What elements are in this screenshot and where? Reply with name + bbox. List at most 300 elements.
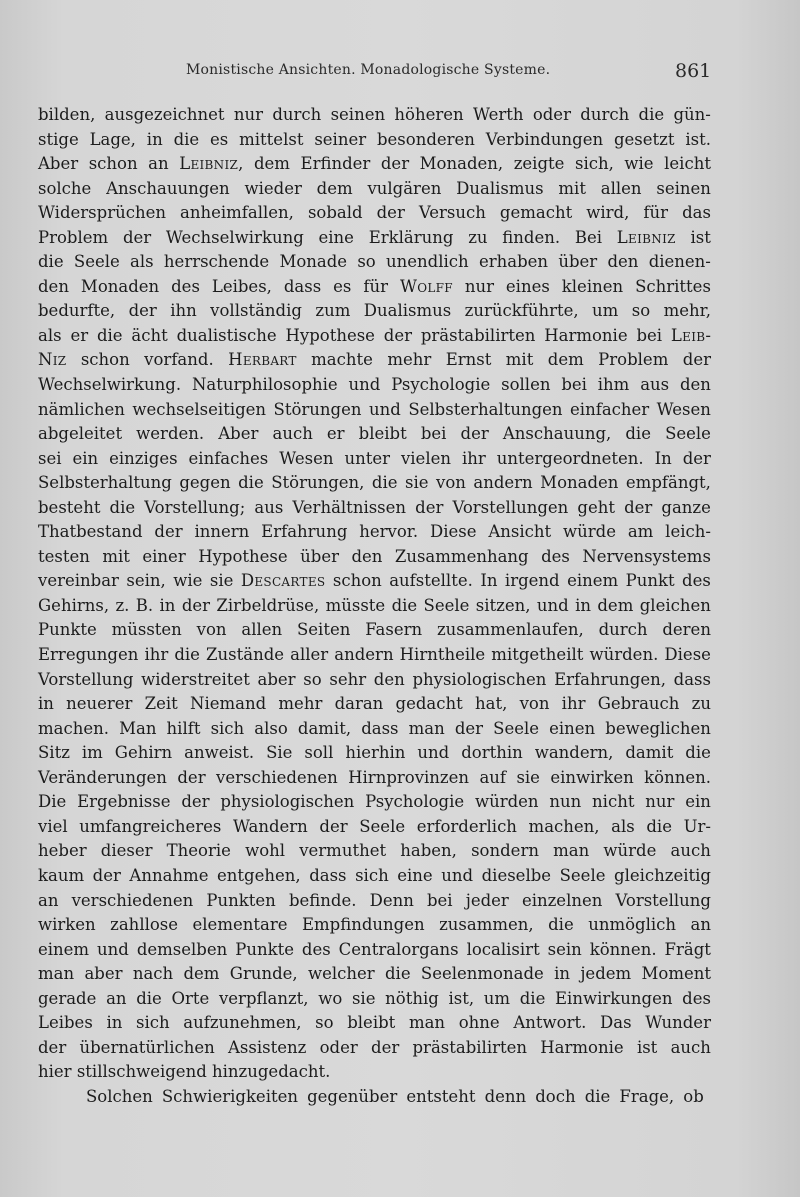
- word: für: [643, 203, 669, 223]
- word: als: [611, 816, 635, 836]
- word: unendlich: [386, 252, 469, 272]
- word: ihm: [597, 375, 630, 395]
- word: Problem: [598, 350, 669, 370]
- word: zum: [315, 301, 351, 321]
- word: stillschweigend: [76, 1062, 207, 1082]
- word: sollen: [501, 375, 551, 395]
- text-line: [38, 545, 711, 570]
- word: Psychologie: [391, 375, 491, 395]
- word: seinen: [656, 178, 711, 198]
- word: Anschauung,: [502, 424, 612, 444]
- word: als: [130, 252, 154, 272]
- word: einfaches: [188, 448, 269, 468]
- word: leicht: [664, 154, 711, 174]
- word: Punkte: [235, 939, 294, 959]
- word: wandern,: [534, 743, 614, 763]
- word: dem: [547, 350, 584, 370]
- word: einfacher: [570, 399, 650, 419]
- small-caps-name: Herbart: [228, 350, 297, 370]
- word: Wesen: [656, 399, 711, 419]
- word: Assistenz: [228, 1037, 307, 1057]
- word: höheren: [394, 105, 464, 124]
- word: wie: [624, 154, 654, 174]
- word: damit,: [297, 718, 352, 738]
- word: widerstreitet: [141, 669, 250, 689]
- word: Leibes,: [211, 276, 272, 296]
- text-line: [38, 1085, 711, 1110]
- word: Nervensystems: [582, 546, 711, 566]
- word: dem: [597, 595, 634, 615]
- text-line: [38, 226, 711, 251]
- word: den: [679, 375, 711, 395]
- word: einwirken: [550, 767, 634, 787]
- word: an: [38, 890, 59, 910]
- text-line: [38, 717, 711, 742]
- word: jeder: [465, 890, 509, 910]
- word: Sitz: [38, 743, 70, 763]
- word: Zirbeldrüse,: [216, 595, 320, 615]
- word: auch: [670, 841, 711, 861]
- word: bilden,: [38, 105, 96, 124]
- word: der: [181, 792, 210, 812]
- word: ein: [685, 792, 711, 812]
- word: Verbindungen: [485, 129, 604, 149]
- word: bleibt: [358, 424, 407, 444]
- word: Aber: [218, 424, 259, 444]
- word: Veränderungen: [38, 767, 167, 787]
- text-line: [38, 618, 711, 643]
- word: nach: [132, 964, 174, 984]
- word: ist: [690, 227, 711, 247]
- word: einem: [567, 571, 619, 591]
- word: Frage,: [619, 1086, 675, 1106]
- word: würden: [474, 792, 539, 812]
- word: prästabilirten: [420, 325, 536, 345]
- word: die: [391, 595, 418, 615]
- word: damit: [625, 743, 674, 763]
- word: ohne: [458, 1013, 500, 1033]
- text-line: [38, 103, 711, 128]
- word: auch: [272, 424, 313, 444]
- text-line: [38, 938, 711, 963]
- word: Zeit: [144, 694, 178, 714]
- word: Verhältnissen: [292, 497, 407, 517]
- word: zu: [468, 227, 488, 247]
- word: finden.: [502, 227, 561, 247]
- word: leich-: [665, 522, 711, 542]
- word: dass: [673, 669, 711, 689]
- word: zahllose: [110, 915, 179, 935]
- word: Wandern: [232, 816, 308, 836]
- word: nämlichen: [38, 399, 125, 419]
- word: eine: [397, 865, 433, 885]
- word: die: [384, 964, 411, 984]
- word: müssten: [111, 620, 182, 640]
- text-line: [38, 864, 711, 889]
- word: nun: [549, 792, 582, 812]
- word: auch: [670, 1037, 711, 1057]
- word: die: [685, 743, 711, 763]
- word: man: [38, 964, 75, 984]
- word: Seele: [73, 252, 120, 272]
- word: aller: [290, 645, 329, 665]
- word: localisirt: [466, 939, 540, 959]
- word: aufzunehmen,: [183, 1013, 302, 1033]
- word: eines: [505, 276, 550, 296]
- word: der: [454, 718, 484, 738]
- word: Gehirns,: [38, 595, 110, 615]
- word: bedurfte,: [38, 301, 116, 321]
- word: sie: [209, 571, 234, 591]
- word: Harmonie: [544, 325, 628, 345]
- word: Solchen: [86, 1086, 153, 1106]
- word: [228, 348, 297, 373]
- word: Leibniz,: [179, 152, 243, 177]
- word: am: [627, 522, 654, 542]
- word: Punkten: [206, 890, 276, 910]
- word: die: [173, 129, 200, 149]
- word: Wechselwirkung: [165, 227, 304, 247]
- word: sie: [351, 988, 376, 1008]
- word: dass: [283, 276, 322, 296]
- word: würde: [563, 522, 616, 542]
- word: von: [519, 694, 550, 714]
- word: schon: [80, 350, 130, 370]
- word: einer: [142, 546, 186, 566]
- word: der: [383, 325, 413, 345]
- word: Hirnprovinzen: [348, 767, 470, 787]
- word: mehr: [278, 694, 323, 714]
- word: sei: [38, 448, 62, 468]
- word: andern: [334, 645, 394, 665]
- word: es: [333, 276, 352, 296]
- word: des: [682, 988, 711, 1008]
- word: [617, 226, 676, 251]
- word: Die: [38, 792, 67, 812]
- word: irgend: [504, 571, 560, 591]
- text-line: [38, 250, 711, 275]
- word: gleichen: [639, 595, 711, 615]
- word: stige: [38, 129, 79, 149]
- word: nöthig: [385, 988, 439, 1008]
- word: viel: [38, 816, 68, 836]
- word: den: [373, 669, 405, 689]
- word: Aber: [38, 154, 79, 174]
- word: erforderlich: [416, 816, 517, 836]
- word: dieser: [100, 841, 153, 861]
- word: Sie: [266, 743, 293, 763]
- word: werden.: [136, 424, 205, 444]
- word: Vorstellung;: [144, 497, 246, 517]
- word: beweglichen: [605, 718, 711, 738]
- word: doch: [535, 1086, 576, 1106]
- small-caps-name: Niz: [38, 350, 67, 370]
- word: wo: [318, 988, 343, 1008]
- word: sich,: [574, 154, 614, 174]
- word: die: [625, 424, 651, 444]
- word: der: [122, 227, 152, 247]
- word: gün-: [673, 105, 711, 124]
- word: jedem: [580, 964, 632, 984]
- word: des: [171, 276, 200, 296]
- word: Problem: [38, 227, 109, 247]
- word: einem: [38, 939, 90, 959]
- word: zusammenlaufen,: [436, 620, 584, 640]
- word: Seele: [665, 424, 711, 444]
- word: den: [351, 546, 383, 566]
- word: nur: [645, 792, 675, 812]
- word: dem: [253, 154, 290, 174]
- text-line: [38, 1036, 711, 1061]
- word: Dualismus: [456, 178, 544, 198]
- text-line: [38, 471, 711, 496]
- word: Niemand: [190, 694, 267, 714]
- word: dem: [316, 178, 353, 198]
- word: allen: [600, 178, 642, 198]
- word: dem: [183, 964, 220, 984]
- word: der: [376, 203, 405, 223]
- text-line: [38, 398, 711, 423]
- word: die: [548, 915, 574, 935]
- word: anheimfallen,: [180, 203, 294, 223]
- word: Theorie: [166, 841, 231, 861]
- word: Erregungen: [38, 645, 139, 665]
- word: gegen: [179, 473, 231, 493]
- word: von: [436, 473, 466, 493]
- word: einen: [549, 718, 596, 738]
- word: Antwort.: [513, 1013, 587, 1033]
- word: mit: [505, 350, 534, 370]
- word: durch: [598, 620, 648, 640]
- word: man: [408, 1013, 446, 1033]
- word: durch: [580, 105, 630, 124]
- word: gesetzt: [613, 129, 675, 149]
- word: ausgezeichnet: [104, 105, 225, 124]
- word: Wesen: [279, 448, 334, 468]
- word: seiner: [314, 129, 367, 149]
- word: Punkt: [625, 571, 675, 591]
- word: andern: [473, 473, 533, 493]
- word: bei: [426, 890, 453, 910]
- word: die: [646, 816, 672, 836]
- word: Man: [119, 718, 157, 738]
- word: Diese: [664, 645, 711, 665]
- small-caps-name: Leibniz: [179, 154, 239, 174]
- word: kleinen: [561, 276, 624, 296]
- word: sobald: [307, 203, 363, 223]
- word: hier: [38, 1062, 72, 1082]
- word: zu: [691, 694, 711, 714]
- word: können.: [589, 939, 657, 959]
- word: herrschende: [163, 252, 270, 272]
- word: Ansicht: [488, 522, 552, 542]
- word: Monaden: [80, 276, 160, 296]
- word: Seele: [493, 718, 540, 738]
- word: sein: [547, 939, 582, 959]
- word: Seiten: [296, 620, 351, 640]
- word: nur: [233, 105, 263, 124]
- word: an: [148, 154, 169, 174]
- word: unmöglich: [588, 915, 677, 935]
- small-caps-name: Descartes: [240, 571, 326, 591]
- word: die: [174, 645, 200, 665]
- text-line: [38, 1060, 711, 1085]
- word: Vorstellungen: [452, 497, 569, 517]
- word: sondern: [471, 841, 539, 861]
- word: über: [558, 252, 598, 272]
- word: ganze: [661, 497, 711, 517]
- small-caps-name: Wolff: [399, 276, 453, 296]
- word: so: [631, 301, 651, 321]
- word: über: [300, 546, 339, 566]
- word: welcher: [307, 964, 375, 984]
- word: Gebrauch: [597, 694, 680, 714]
- word: von: [196, 620, 227, 640]
- word: sein,: [126, 571, 166, 591]
- word: ihn: [170, 301, 197, 321]
- word: als: [38, 325, 62, 345]
- word: in: [554, 964, 570, 984]
- text-line: [38, 1011, 711, 1036]
- word: Empfindungen: [301, 915, 425, 935]
- word: Erklärung: [368, 227, 454, 247]
- word: Werth: [472, 105, 524, 124]
- word: dieselbe: [481, 865, 552, 885]
- word: Lage,: [89, 129, 136, 149]
- word: müsste: [325, 595, 386, 615]
- word: testen: [38, 546, 90, 566]
- word: Dualismus: [363, 301, 452, 321]
- word: erhaben: [478, 252, 549, 272]
- word: würde: [603, 841, 657, 861]
- word: nicht: [592, 792, 635, 812]
- word: der: [460, 424, 489, 444]
- word: denn: [484, 1086, 527, 1106]
- word: gleichzeitig: [614, 865, 711, 885]
- word: dorthin: [461, 743, 523, 763]
- text-line: [38, 447, 711, 472]
- word: mehr,: [663, 301, 711, 321]
- text-line: [38, 348, 711, 373]
- word: daran: [334, 694, 384, 714]
- word: soll: [304, 743, 334, 763]
- word: In: [480, 571, 498, 591]
- word: Frägt: [664, 939, 711, 959]
- text-line: [38, 152, 711, 177]
- word: bei: [561, 375, 587, 395]
- word: ein: [72, 448, 99, 468]
- word: neuerer: [66, 694, 133, 714]
- word: der: [415, 497, 444, 517]
- word: mittelst: [239, 129, 304, 149]
- word: Störungen: [273, 399, 362, 419]
- word: vielen: [400, 448, 451, 468]
- word: hierhin: [345, 743, 406, 763]
- word: empfängt,: [625, 473, 711, 493]
- word: Widersprüchen: [38, 203, 166, 223]
- word: sich: [210, 718, 245, 738]
- word: würden.: [589, 645, 659, 665]
- word: Ernst: [445, 350, 492, 370]
- word: ihr: [144, 645, 169, 665]
- word: [400, 275, 453, 300]
- word: dass: [309, 865, 347, 885]
- word: so: [357, 252, 376, 272]
- word: verschiedenen: [216, 767, 338, 787]
- text-line: [38, 520, 711, 545]
- word: vollständig: [210, 301, 302, 321]
- word: bleibt: [347, 1013, 396, 1033]
- word: oder: [319, 1037, 358, 1057]
- word: anweist.: [184, 743, 255, 763]
- word: wechselseitigen: [132, 399, 267, 419]
- word: bei: [420, 424, 447, 444]
- word: auf: [479, 767, 507, 787]
- word: die: [638, 105, 665, 124]
- word: dualistische: [176, 325, 277, 345]
- text-line: [38, 913, 711, 938]
- word: so: [303, 669, 322, 689]
- word: Ergebnisse: [77, 792, 171, 812]
- word: prästabilirten: [412, 1037, 528, 1057]
- word: Bei: [574, 227, 603, 247]
- small-caps-name: Leibniz: [616, 227, 676, 247]
- word: ist,: [448, 988, 475, 1008]
- word: abgeleitet: [38, 424, 123, 444]
- text-line: [38, 741, 711, 766]
- word: Seele: [423, 595, 470, 615]
- word: dass: [361, 718, 399, 738]
- word: Wunder: [645, 1013, 711, 1033]
- word: aber: [84, 964, 123, 984]
- word: sie: [405, 473, 429, 493]
- word: und: [348, 375, 381, 395]
- text-line: [38, 128, 711, 153]
- word: sitzen,: [475, 595, 531, 615]
- word: es: [210, 129, 229, 149]
- word: des: [541, 546, 570, 566]
- word: gemacht: [499, 203, 573, 223]
- word: untergeordneten.: [496, 448, 644, 468]
- word: der: [624, 497, 653, 517]
- word: um: [483, 988, 511, 1008]
- word: Grunde,: [229, 964, 298, 984]
- word: physiologischen: [412, 669, 547, 689]
- small-caps-name: Leib: [670, 325, 706, 345]
- word: bei: [636, 325, 663, 345]
- text-line: [38, 790, 711, 815]
- word: die: [38, 252, 64, 272]
- word: und: [97, 939, 129, 959]
- word: Erfahrungen,: [554, 669, 666, 689]
- word: Monaden,: [419, 154, 504, 174]
- word: besonderen: [376, 129, 475, 149]
- word: mitgetheilt: [491, 645, 584, 665]
- word: die: [136, 988, 162, 1008]
- word: Monade: [279, 252, 348, 272]
- word: ist: [636, 1037, 658, 1057]
- word: geht: [577, 497, 615, 517]
- word: sich: [355, 865, 389, 885]
- word: Annahme: [129, 865, 209, 885]
- word: nur: [464, 276, 494, 296]
- word: Punkte: [38, 620, 97, 640]
- word: machen.: [38, 718, 109, 738]
- word: verschiedenen: [71, 890, 194, 910]
- word: In: [654, 448, 672, 468]
- word: der: [682, 350, 711, 370]
- word: Centralorgans: [338, 939, 459, 959]
